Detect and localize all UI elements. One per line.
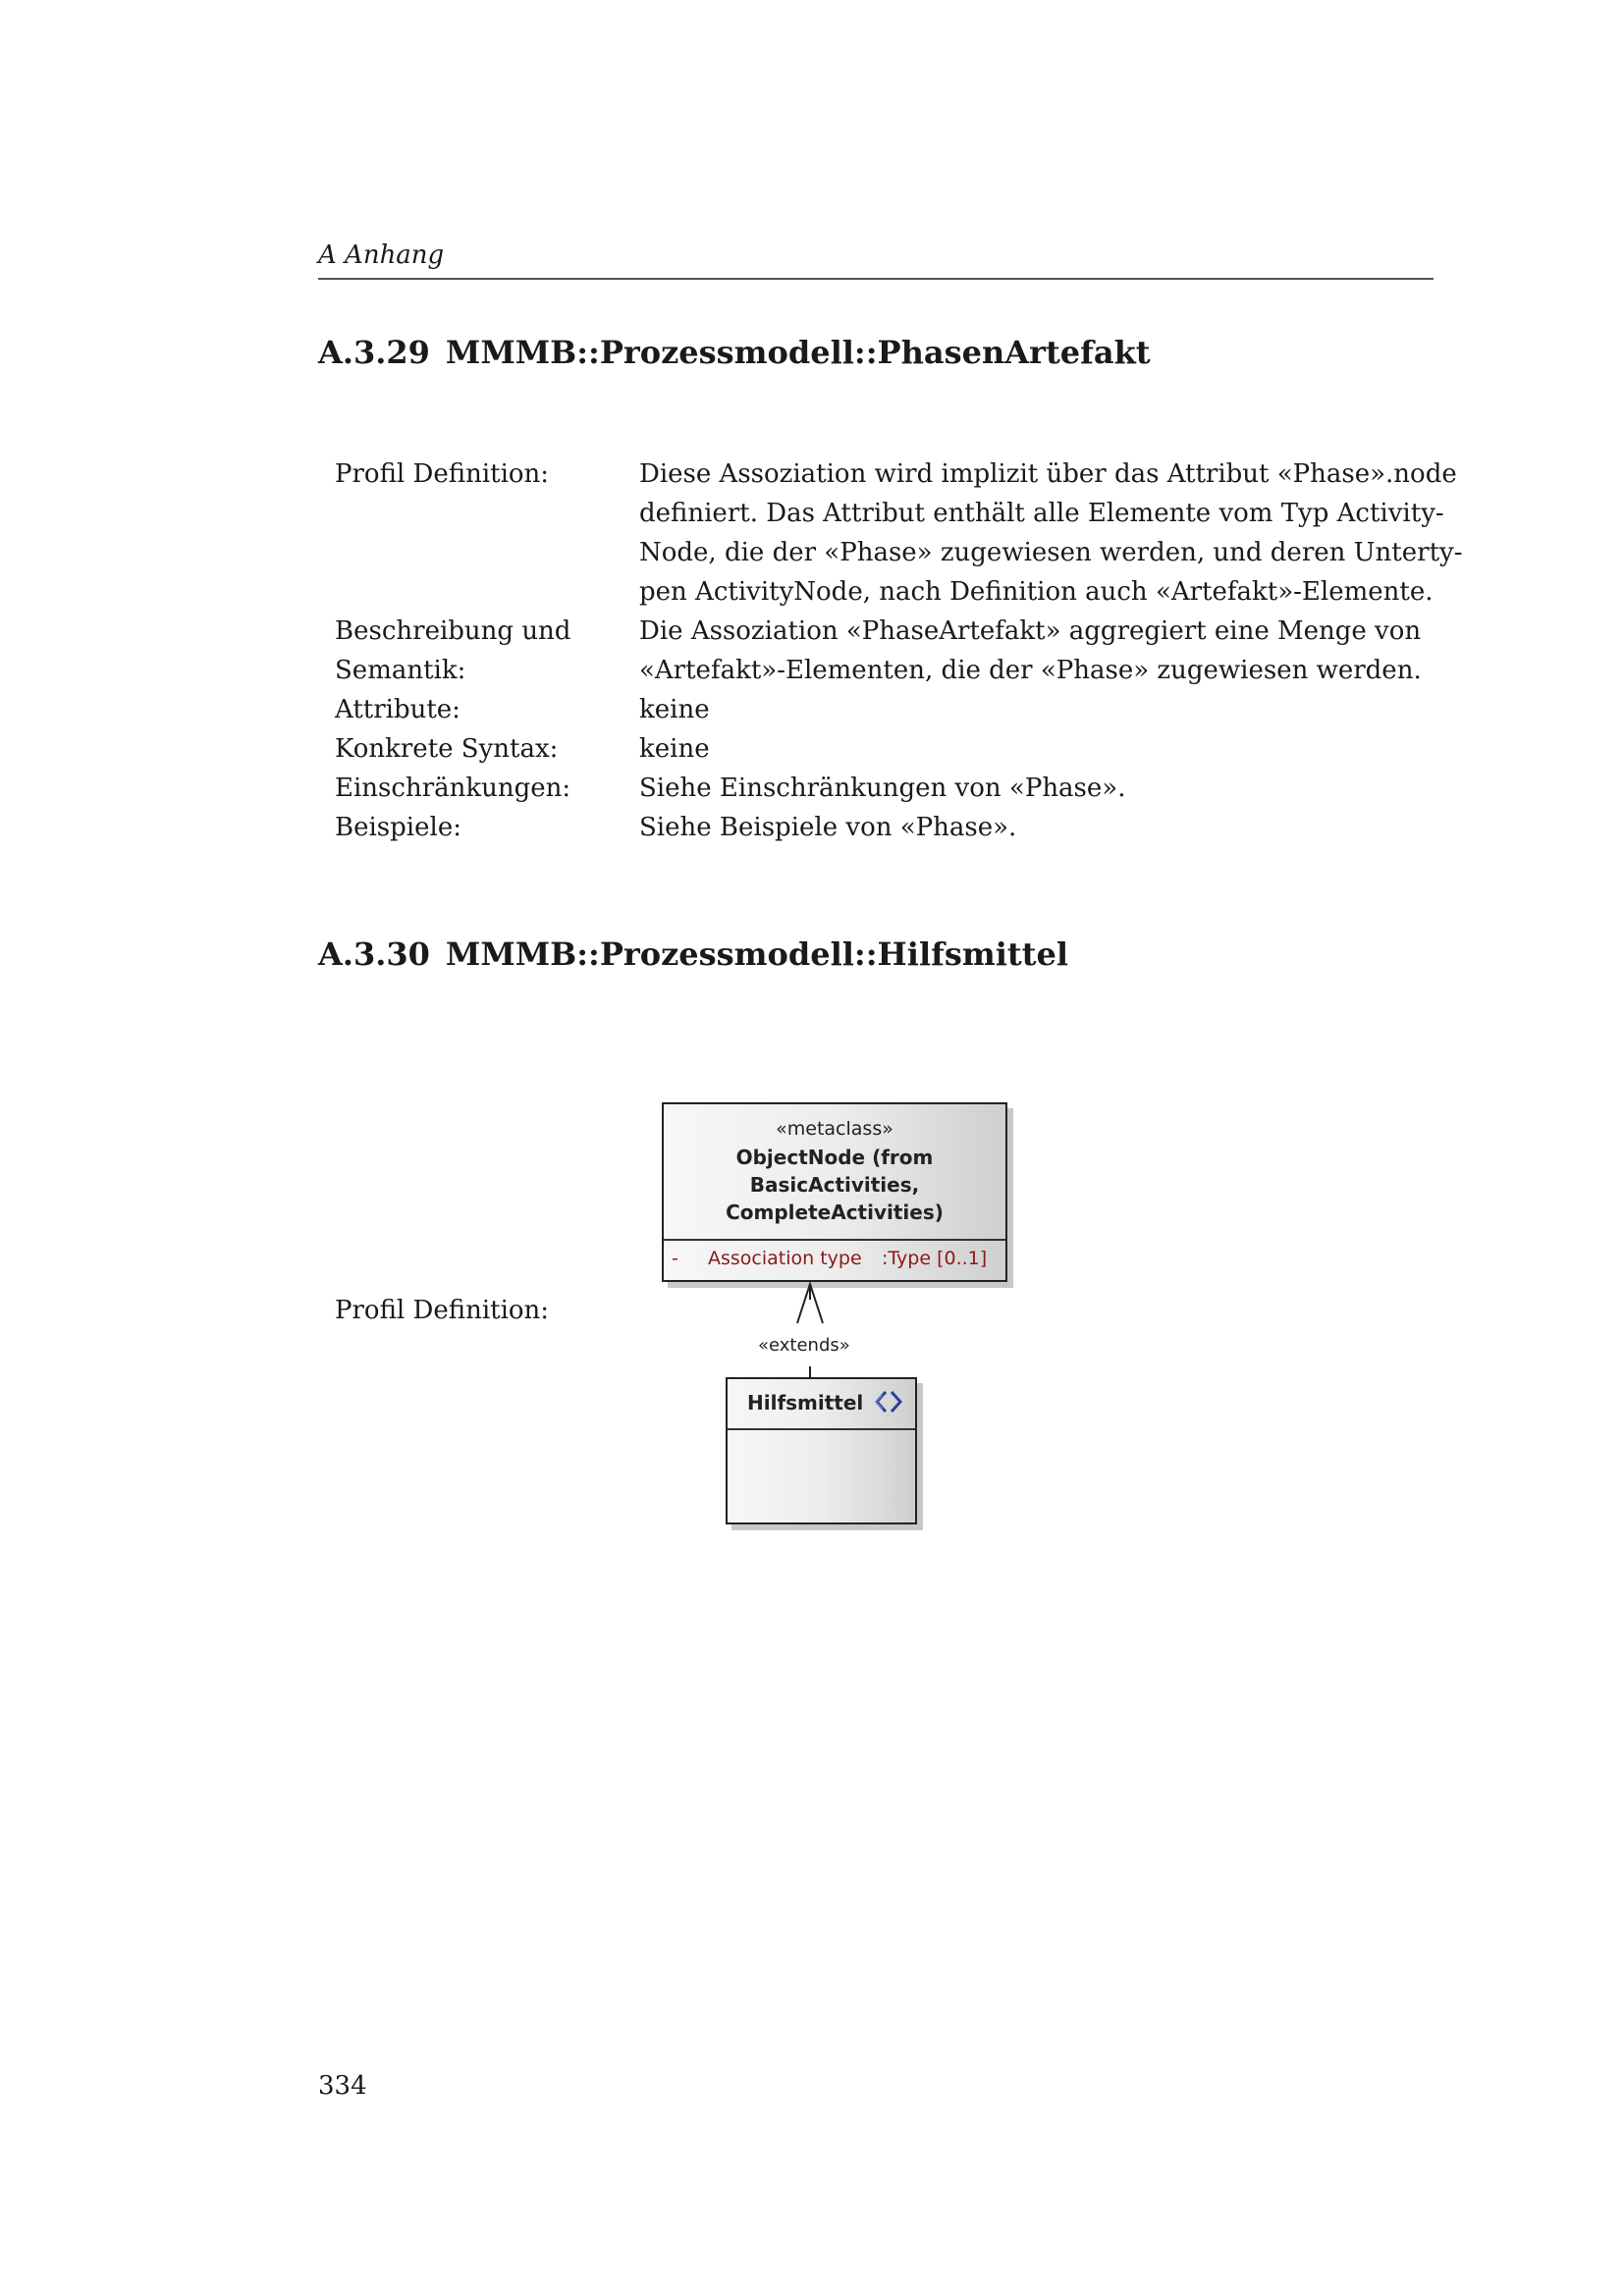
- row-value-beispiele: [639, 808, 1444, 847]
- label-line: Konkrete Syntax:: [335, 734, 559, 764]
- value-line: Siehe Beispiele von «Phase».: [639, 813, 1017, 842]
- label-line: Beispiele:: [335, 813, 461, 842]
- section-number: A.3.30: [318, 935, 430, 973]
- header-rule: [318, 278, 1434, 280]
- value-line: Die Assoziation «PhaseArtefakt» aggregiert eine Menge von: [639, 616, 1422, 646]
- metaclass-name: [664, 1144, 1005, 1226]
- metaclass-objectnode-box: [662, 1102, 1007, 1282]
- row-label-attribute: [335, 690, 460, 729]
- label-line: Profil Definition:: [335, 1296, 550, 1325]
- label-line: Profil Definition:: [335, 459, 550, 489]
- section-heading-phasenartefakt: [318, 334, 1151, 371]
- extension-arrow: [776, 1276, 893, 1384]
- section-heading-hilfsmittel: [318, 935, 1068, 973]
- attribute-visibility: -: [672, 1248, 678, 1269]
- row-label-einschraenkungen: [335, 769, 570, 808]
- row-label-konkrete-syntax: [335, 729, 558, 769]
- attribute-name: Association type: [708, 1248, 862, 1269]
- stereotype-compartment-divider: [728, 1428, 915, 1430]
- stereotype-name: Hilfsmittel: [747, 1391, 864, 1415]
- page-number: 334: [318, 2071, 367, 2101]
- metaclass-compartment-divider: [664, 1239, 1005, 1241]
- row-label-profil-definition: [335, 454, 549, 494]
- value-line: Diese Assoziation wird implizit über das Attribut «Phase».node: [639, 459, 1457, 489]
- section-title: MMMB::Prozessmodell::Hilfsmittel: [445, 935, 1068, 973]
- row-value-profil-definition: [639, 454, 1463, 612]
- label-line: Semantik:: [335, 656, 466, 685]
- metaclass-name-line: ObjectNode (from: [735, 1146, 934, 1169]
- row-value-beschreibung: [639, 612, 1444, 690]
- metaclass-stereotype: «metaclass»: [776, 1118, 893, 1140]
- row-label-beschreibung: [335, 612, 570, 690]
- metaclass-name-line: CompleteActivities): [726, 1201, 944, 1224]
- value-line: keine: [639, 734, 710, 764]
- metaclass-name-line: BasicActivities,: [749, 1173, 920, 1197]
- row-label-beispiele: [335, 808, 461, 847]
- row-label-profil-definition-2: [335, 1291, 549, 1330]
- value-line: keine: [639, 695, 710, 724]
- row-value-konkrete-syntax: [639, 729, 1444, 769]
- row-value-einschraenkungen: [639, 769, 1444, 808]
- value-line: Node, die der «Phase» zugewiesen werden, und deren Unterty-: [639, 538, 1463, 567]
- running-head: A Anhang: [318, 240, 445, 270]
- value-line: Siehe Einschränkungen von «Phase».: [639, 774, 1126, 803]
- value-line: «Artefakt»-Elementen, die der «Phase» zugewiesen werden.: [639, 656, 1422, 685]
- value-line: definiert. Das Attribut enthält alle Elemente vom Typ Activity-: [639, 499, 1444, 528]
- extends-label: «extends»: [758, 1335, 850, 1356]
- label-line: Einschränkungen:: [335, 774, 571, 803]
- stereotype-icon: [872, 1389, 905, 1415]
- label-line: Attribute:: [335, 695, 460, 724]
- label-line: Beschreibung und: [335, 616, 571, 646]
- section-number: A.3.29: [318, 334, 430, 371]
- stereotype-hilfsmittel-box: [726, 1377, 917, 1524]
- attribute-type: :Type [0..1]: [882, 1248, 988, 1269]
- section-title: MMMB::Prozessmodell::PhasenArtefakt: [445, 334, 1151, 371]
- arrow-head: [797, 1284, 823, 1323]
- row-value-attribute: [639, 690, 1444, 729]
- value-line: pen ActivityNode, nach Definition auch «Artefakt»-Elemente.: [639, 577, 1434, 607]
